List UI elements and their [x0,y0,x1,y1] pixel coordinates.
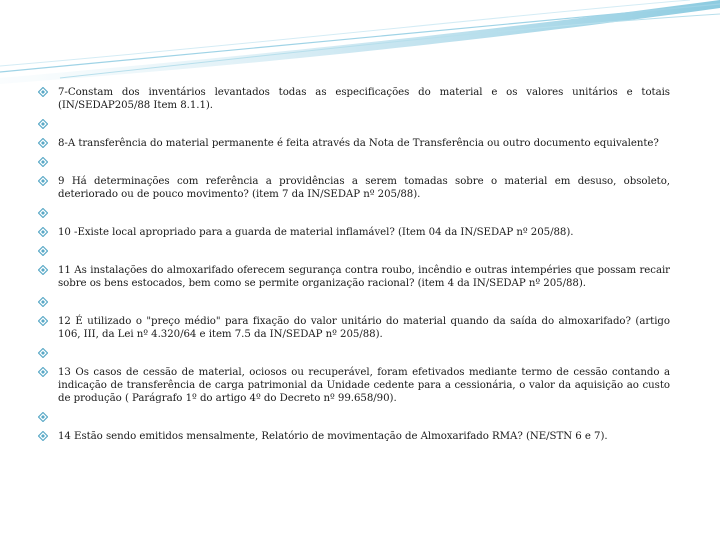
list-item-text: 7-Constam dos inventários levantados todas as especificações do material e os valores unitários e totais (IN/SEDAP205/88 Item 8.1.1). [58,87,670,111]
list-item [38,430,670,443]
list-item-text: 11 As instalações do almoxarifado oferecem segurança contra roubo, incêndio e outras intempéries que possam recair sobre os bens estocados, bem como se permite organização racional? (item 4 da IN/SEDAP nº 205/88). [58,265,670,289]
list-item [38,347,670,360]
diamond-bullet-icon [38,431,58,441]
diamond-bullet-icon [38,119,58,129]
list-item-text: 12 É utilizado o "preço médio" para fixação do valor unitário do material quando da saída do almoxarifado? (artigo 106, III, da Lei nº 4.320/64 e item 7.5 da IN/SEDAP nº 205/88). [58,316,670,340]
list-item [38,137,670,150]
list-item-text: 14 Estão sendo emitidos mensalmente, Relatório de movimentação de Almoxarifado RMA? (NE/STN 6 e 7). [58,431,608,442]
list-item [38,264,670,290]
diamond-bullet-icon [38,265,58,275]
list-item [38,175,670,201]
diamond-bullet-icon [38,176,58,186]
diamond-bullet-icon [38,157,58,167]
bullet-list [38,86,670,443]
list-item [38,207,670,220]
diamond-bullet-icon [38,87,58,97]
diamond-bullet-icon [38,297,58,307]
list-item [38,245,670,258]
diamond-bullet-icon [38,316,58,326]
diamond-bullet-icon [38,246,58,256]
list-item [38,296,670,309]
list-item [38,118,670,131]
list-item [38,86,670,112]
list-item-text: 10 -Existe local apropriado para a guarda de material inflamável? (Item 04 da IN/SEDAP nº 205/88). [58,227,574,238]
list-item [38,315,670,341]
diamond-bullet-icon [38,348,58,358]
list-item-text: 13 Os casos de cessão de material, ociosos ou recuperável, foram efetivados mediante termo de cessão contando a indicação de transferência de carga patrimonial da Unidade cedente para a cessionária, o valor da aquisição ao custo de produção ( Parágrafo 1º do artigo 4º do Decreto nº 99.658/90). [58,367,670,404]
diamond-bullet-icon [38,367,58,377]
diamond-bullet-icon [38,227,58,237]
diamond-bullet-icon [38,208,58,218]
list-item-text: 9 Há determinações com referência a providências a serem tomadas sobre o material em desuso, obsoleto, deteriorado ou de pouco movimento? (item 7 da IN/SEDAP nº 205/88). [58,176,670,200]
diamond-bullet-icon [38,412,58,422]
list-item [38,226,670,239]
header-decoration [0,0,720,90]
list-item-text: 8-A transferência do material permanente é feita através da Nota de Transferência ou outro documento equivalente? [58,138,659,149]
diamond-bullet-icon [38,138,58,148]
list-item [38,411,670,424]
list-item [38,156,670,169]
list-item [38,366,670,405]
